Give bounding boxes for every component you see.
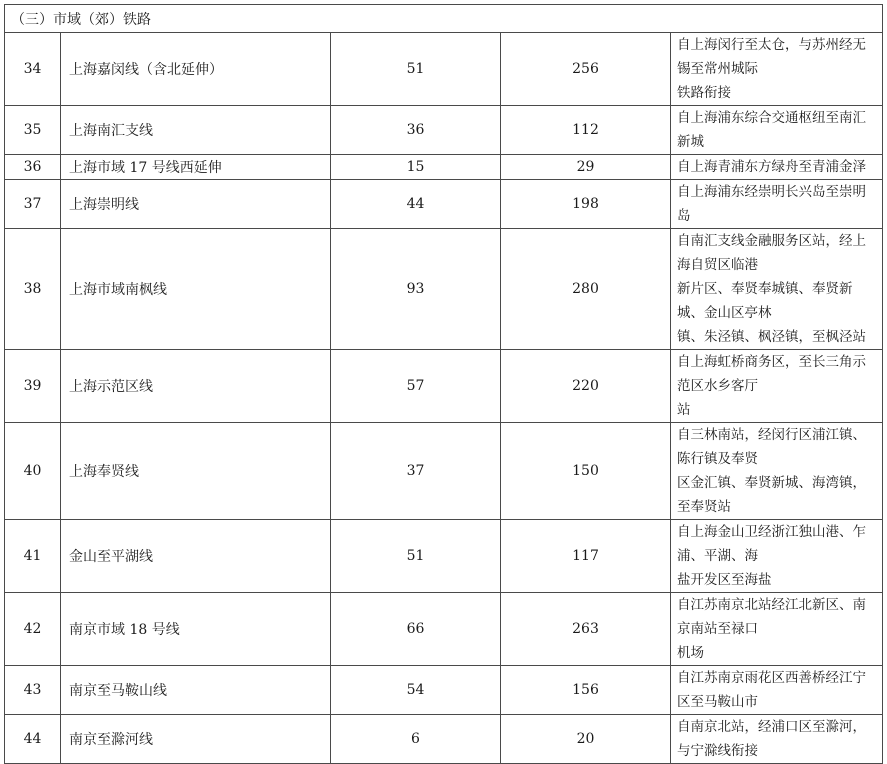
route-description-line: 自上海虹桥商务区，至长三角示范区水乡客厅 [677, 354, 866, 394]
railway-table [4, 4, 883, 764]
section-header-row [5, 5, 883, 33]
value-b: 112 [501, 106, 671, 155]
table-row [5, 229, 883, 350]
table-row [5, 155, 883, 180]
line-name: 南京至马鞍山线 [61, 666, 331, 715]
value-a: 44 [331, 180, 501, 229]
value-b: 263 [501, 593, 671, 666]
route-description [671, 106, 883, 155]
value-a: 36 [331, 106, 501, 155]
value-a: 51 [331, 33, 501, 106]
value-a: 51 [331, 520, 501, 593]
route-description [671, 520, 883, 593]
route-description [671, 593, 883, 666]
route-description-line: 新片区、奉贤奉城镇、奉贤新城、金山区亭林 [677, 281, 853, 321]
route-description [671, 33, 883, 106]
route-description-line: 自上海青浦东方绿舟至青浦金泽 [677, 159, 866, 175]
line-name: 上海示范区线 [61, 350, 331, 423]
route-description-line: 自上海闵行至太仓，与苏州经无锡至常州城际 [677, 37, 866, 77]
route-description-line: 盐开发区至海盐 [677, 572, 772, 588]
route-description-line: 站 [677, 402, 691, 418]
line-name: 上海奉贤线 [61, 423, 331, 520]
route-description [671, 666, 883, 715]
value-a: 66 [331, 593, 501, 666]
route-description-line: 自三林南站，经闵行区浦江镇、陈行镇及奉贤 [677, 427, 866, 467]
value-a: 37 [331, 423, 501, 520]
row-number: 41 [5, 520, 61, 593]
row-number: 39 [5, 350, 61, 423]
value-b: 280 [501, 229, 671, 350]
row-number: 35 [5, 106, 61, 155]
row-number: 42 [5, 593, 61, 666]
route-description [671, 423, 883, 520]
row-number: 38 [5, 229, 61, 350]
route-description-line: 自江苏南京雨花区西善桥经江宁区至马鞍山市 [677, 670, 866, 710]
table-row [5, 180, 883, 229]
value-b: 20 [501, 715, 671, 764]
row-number: 40 [5, 423, 61, 520]
route-description-line: 自南汇支线金融服务区站，经上海自贸区临港 [677, 233, 866, 273]
value-b: 29 [501, 155, 671, 180]
route-description-line: 自上海金山卫经浙江独山港、乍浦、平湖、海 [677, 524, 866, 564]
value-a: 54 [331, 666, 501, 715]
route-description-line: 自上海浦东综合交通枢纽至南汇新城 [677, 110, 866, 150]
row-number: 37 [5, 180, 61, 229]
value-b: 150 [501, 423, 671, 520]
table-row [5, 666, 883, 715]
value-b: 220 [501, 350, 671, 423]
value-a: 57 [331, 350, 501, 423]
table-row [5, 593, 883, 666]
route-description-line: 铁路衔接 [677, 85, 731, 101]
row-number: 36 [5, 155, 61, 180]
table-row [5, 350, 883, 423]
line-name: 上海市域 17 号线西延伸 [61, 155, 331, 180]
route-description [671, 180, 883, 229]
route-description-line: 自江苏南京北站经江北新区、南京南站至禄口 [677, 597, 866, 637]
line-name: 上海市域南枫线 [61, 229, 331, 350]
table-row [5, 423, 883, 520]
row-number: 43 [5, 666, 61, 715]
route-description-line: 镇、朱泾镇、枫泾镇，至枫泾站 [677, 329, 866, 345]
value-b: 156 [501, 666, 671, 715]
table-row [5, 715, 883, 764]
route-description [671, 229, 883, 350]
value-a: 6 [331, 715, 501, 764]
route-description-line: 区金汇镇、奉贤新城、海湾镇，至奉贤站 [677, 475, 866, 515]
route-description-line: 机场 [677, 645, 704, 661]
table-row [5, 33, 883, 106]
route-description-line: 自南京北站，经浦口区至滁河，与宁滁线衔接 [677, 719, 866, 759]
table-row [5, 106, 883, 155]
value-b: 117 [501, 520, 671, 593]
route-description [671, 155, 883, 180]
value-b: 256 [501, 33, 671, 106]
route-description [671, 350, 883, 423]
line-name: 南京市域 18 号线 [61, 593, 331, 666]
row-number: 44 [5, 715, 61, 764]
line-name: 上海南汇支线 [61, 106, 331, 155]
route-description-line: 自上海浦东经崇明长兴岛至崇明岛 [677, 184, 866, 224]
line-name: 上海嘉闵线（含北延伸） [61, 33, 331, 106]
row-number: 34 [5, 33, 61, 106]
line-name: 上海崇明线 [61, 180, 331, 229]
line-name: 南京至滁河线 [61, 715, 331, 764]
value-b: 198 [501, 180, 671, 229]
value-a: 93 [331, 229, 501, 350]
value-a: 15 [331, 155, 501, 180]
table-row [5, 520, 883, 593]
line-name: 金山至平湖线 [61, 520, 331, 593]
route-description [671, 715, 883, 764]
section-title: （三）市域（郊）铁路 [5, 5, 883, 33]
